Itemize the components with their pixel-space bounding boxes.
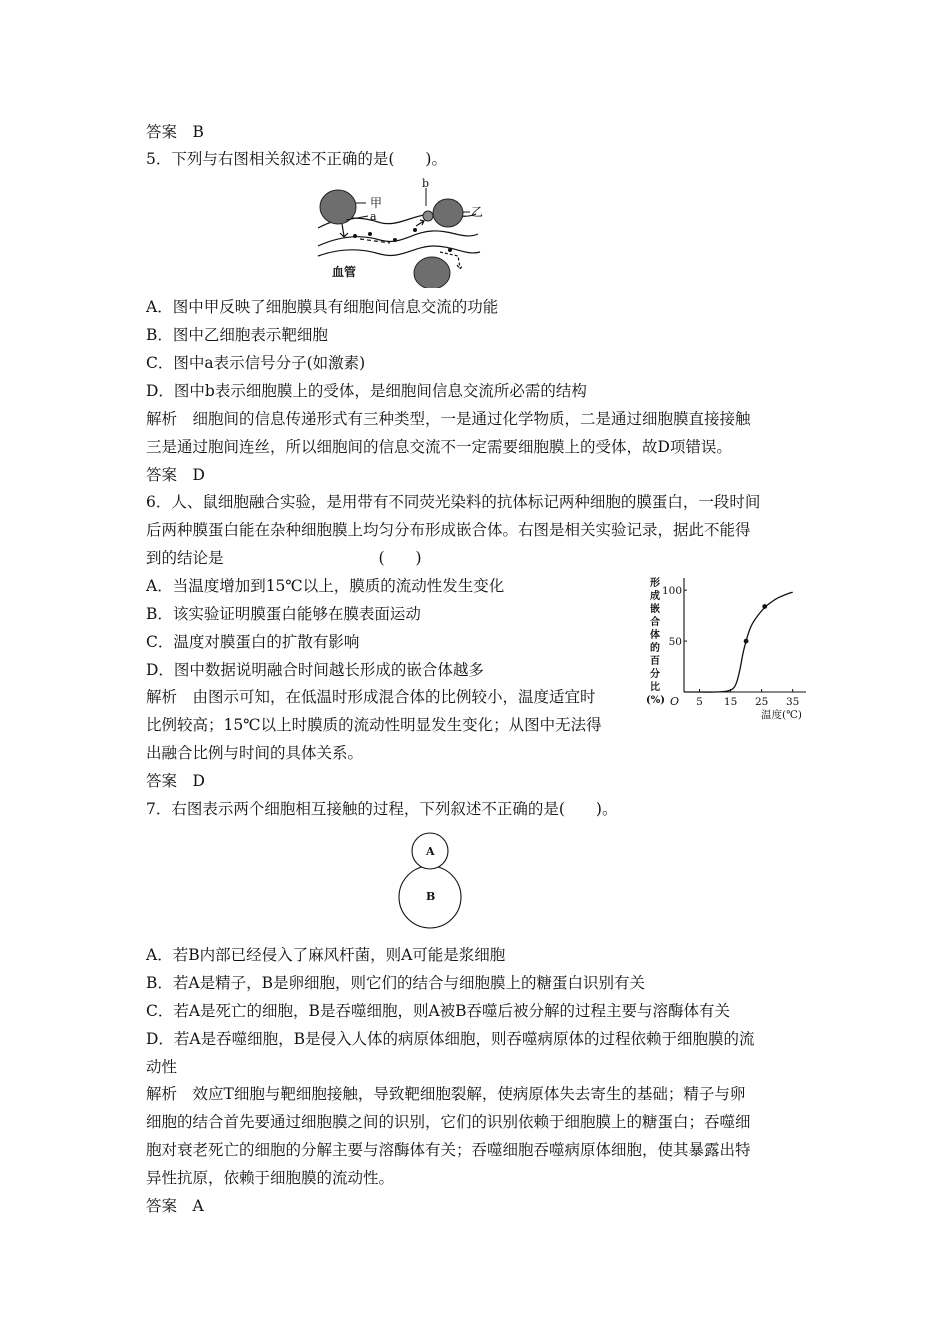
question-7-stem: 7．右图表示两个细胞相互接触的过程，下列叙述不正确的是( )。 (146, 800, 618, 818)
chart-data-point (744, 639, 749, 644)
q5-analysis-line-1: 解析 细胞间的信息传递形式有三种类型，一是通过化学物质，二是通过细胞膜直接接触 (146, 410, 751, 428)
label-B: B (426, 890, 436, 903)
q6-option-c: C．温度对膜蛋白的扩散有影响 (146, 633, 360, 651)
chart-x-axis-label: 温度(℃) (761, 709, 802, 721)
q5-analysis-line-2: 三是通过胞间连丝，所以细胞间的信息交流不一定需要细胞膜上的受体，故D项错误。 (146, 438, 732, 456)
label-vessel: 血管 (332, 265, 357, 279)
chart-data-point (762, 604, 767, 609)
q7-analysis-line-4: 异性抗原，依赖于细胞膜的流动性。 (146, 1169, 395, 1187)
answer-q7: 答案 A (146, 1197, 204, 1215)
q7-analysis-line-2: 细胞的结合首先要通过细胞膜之间的识别，它们的识别依赖于细胞膜上的糖蛋白；吞噬细 (146, 1113, 751, 1131)
chart-x-tick-label: 25 (754, 696, 769, 708)
question-5-stem: 5．下列与右图相关叙述不正确的是( )。 (146, 150, 447, 168)
chart-x-tick-label: 15 (723, 696, 738, 708)
q6-stem-line-2: 后两种膜蛋白能在杂种细胞膜上均匀分布形成嵌合体。右图是相关实验记录，据此不能得 (146, 521, 751, 539)
q5-option-d: D．图中b表示细胞膜上的受体，是细胞间信息交流所必需的结构 (146, 382, 587, 400)
q7-option-d-line-2: 动性 (146, 1058, 178, 1076)
chart-y-axis-label-text: 形成嵌合体的百分比(%) (646, 578, 665, 706)
chart-x-tick-label: 35 (785, 696, 800, 708)
chart-x-tick-label: 5 (696, 696, 703, 708)
q7-analysis-line-1: 解析 效应T细胞与靶细胞接触，导致靶细胞裂解，使病原体失去寄生的基础；精子与卵 (146, 1085, 746, 1103)
label-yi: 乙 (471, 205, 484, 219)
q6-stem-line-3: 到的结论是 ( ) (146, 549, 422, 567)
q7-option-c: C．若A是死亡的细胞，B是吞噬细胞，则A被B吞噬后被分解的过程主要与溶酶体有关 (146, 1002, 731, 1020)
answer-q6: 答案 D (146, 772, 205, 790)
q6-stem-line-1: 6．人、鼠细胞融合实验，是用带有不同荧光染料的抗体标记两种细胞的膜蛋白，一段时间 (146, 493, 761, 511)
cell-yi (433, 199, 463, 227)
q7-option-b: B．若A是精子，B是卵细胞，则它们的结合与细胞膜上的糖蛋白识别有关 (146, 974, 645, 992)
chart-series-line (684, 592, 793, 692)
q6-option-b: B．该实验证明膜蛋白能够在膜表面运动 (146, 605, 421, 623)
lower-cell (414, 257, 450, 288)
q6-analysis-line-3: 出融合比例与时间的具体关系。 (146, 744, 364, 762)
q7-option-d-line-1: D．若A是吞噬细胞，B是侵入人体的病原体细胞，则吞噬病原体的过程依赖于细胞膜的流 (146, 1030, 755, 1048)
chart-y-tick-label: 100 (661, 585, 682, 598)
cell-signaling-figure (300, 176, 490, 288)
label-jia: 甲 (370, 196, 383, 210)
q6-analysis-line-1: 解析 由图示可知，在低温时形成混合体的比例较小，温度适宜时 (146, 688, 596, 706)
chart-y-tick-label: 50 (668, 636, 682, 649)
chart-origin-label: O (670, 695, 680, 708)
q6-analysis-line-2: 比例较高；15℃以上时膜质的流动性明显发生变化；从图中无法得 (146, 716, 602, 734)
q6-option-a: A．当温度增加到15℃以上，膜质的流动性发生变化 (146, 577, 505, 595)
q5-option-c: C．图中a表示信号分子(如激素) (146, 354, 366, 372)
label-a: a (370, 210, 377, 223)
label-A: A (426, 845, 435, 858)
answer-q4: 答案 B (146, 123, 204, 141)
q7-option-a: A．若B内部已经侵入了麻风杆菌，则A可能是浆细胞 (146, 946, 506, 964)
receptor-b (423, 211, 433, 221)
q5-option-b: B．图中乙细胞表示靶细胞 (146, 326, 328, 344)
answer-q5: 答案 D (146, 466, 205, 484)
label-b: b (422, 177, 430, 190)
temperature-chart (644, 574, 820, 758)
q6-option-d: D．图中数据说明融合时间越长形成的嵌合体越多 (146, 661, 484, 679)
two-cells-figure (392, 826, 474, 936)
q5-option-a: A．图中甲反映了细胞膜具有细胞间信息交流的功能 (146, 298, 499, 316)
q7-analysis-line-3: 胞对衰老死亡的细胞的分解主要与溶酶体有关；吞噬细胞吞噬病原体细胞，使其暴露出特 (146, 1141, 751, 1159)
